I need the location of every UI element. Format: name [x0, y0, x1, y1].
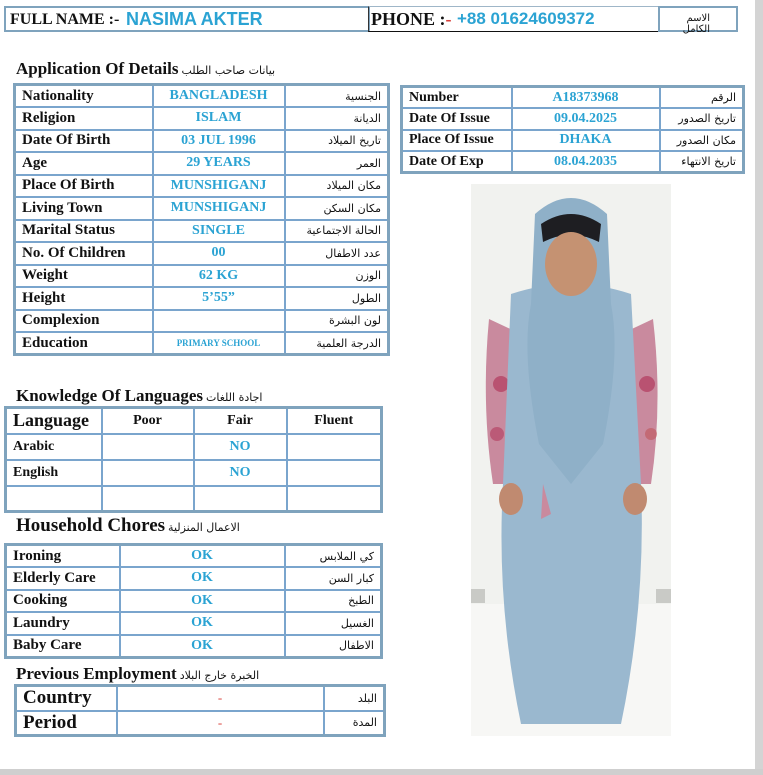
language-poor — [102, 434, 194, 460]
row-label-ar: الديانة — [285, 107, 389, 130]
table-row — [15, 287, 389, 310]
row-label-ar: تاريخ الصدور — [660, 108, 744, 130]
language-row — [6, 434, 382, 460]
languages-title-ar: اجادة اللغات — [206, 391, 263, 404]
row-value: PRIMARY SCHOOL — [153, 332, 285, 355]
row-label-ar: المدة — [324, 711, 385, 736]
row-label-ar: الطبخ — [285, 590, 382, 613]
page-frame-bottom — [0, 769, 763, 775]
full-name-ar-box — [658, 6, 738, 35]
row-value: MUNSHIGANJ — [153, 197, 285, 220]
row-value: OK — [120, 567, 285, 590]
row-label: Ironing — [6, 545, 120, 568]
row-value: BANGLADESH — [153, 85, 285, 108]
application-title-text: Application Of Details — [16, 59, 179, 78]
row-value: 00 — [153, 242, 285, 265]
row-value: - — [117, 686, 324, 711]
row-value: 29 YEARS — [153, 152, 285, 175]
row-label-ar: تاريخ الميلاد — [285, 130, 389, 153]
chores-title-text: Household Chores — [16, 515, 166, 536]
language-fair: NO — [194, 460, 287, 486]
table-row — [15, 242, 389, 265]
row-label-ar: كي الملابس — [285, 545, 382, 568]
row-label: Marital Status — [15, 220, 153, 243]
row-label-ar: الجنسية — [285, 85, 389, 108]
row-value: OK — [120, 590, 285, 613]
full-name-value: NASIMA AKTER — [126, 9, 263, 29]
row-label: Place Of Birth — [15, 175, 153, 198]
row-value: OK — [120, 612, 285, 635]
applicant-photo-icon — [471, 184, 671, 736]
column-header-language: Language — [6, 408, 102, 434]
application-title-ar: بيانات صاحب الطلب — [181, 64, 276, 77]
column-header-poor: Poor — [102, 408, 194, 434]
table-row — [15, 265, 389, 288]
phone-value: +88 01624609372 — [457, 9, 595, 28]
column-header-fluent: Fluent — [287, 408, 382, 434]
row-label: Country — [16, 686, 117, 711]
employment-title-text: Previous Employment — [16, 664, 177, 683]
table-row — [15, 310, 389, 333]
application-title — [16, 59, 275, 79]
table-row — [15, 85, 389, 108]
row-label: Nationality — [15, 85, 153, 108]
table-row — [15, 130, 389, 153]
table-row — [6, 545, 382, 568]
language-fluent — [287, 486, 382, 512]
row-label-ar: لون البشرة — [285, 310, 389, 333]
row-label: Complexion — [15, 310, 153, 333]
row-label: Age — [15, 152, 153, 175]
language-name: Arabic — [6, 434, 102, 460]
table-row — [6, 590, 382, 613]
row-value: DHAKA — [512, 130, 660, 152]
language-fluent — [287, 460, 382, 486]
full-name-box — [4, 6, 370, 32]
language-row — [6, 486, 382, 512]
languages-title-text: Knowledge Of Languages — [16, 386, 204, 405]
chores-title-ar: الاعمال المنزلية — [168, 521, 240, 534]
table-row — [6, 567, 382, 590]
row-label: Laundry — [6, 612, 120, 635]
row-label-ar: عدد الاطفال — [285, 242, 389, 265]
row-value: SINGLE — [153, 220, 285, 243]
table-row — [6, 612, 382, 635]
phone-box — [368, 6, 660, 32]
row-label-ar: مكان الميلاد — [285, 175, 389, 198]
table-row — [402, 108, 744, 130]
full-name-label-ar: الاسم الكامل — [682, 13, 710, 35]
row-label-ar: مكان الصدور — [660, 130, 744, 152]
column-header-fair: Fair — [194, 408, 287, 434]
row-label: Period — [16, 711, 117, 736]
row-label: Cooking — [6, 590, 120, 613]
language-row — [6, 460, 382, 486]
language-name — [6, 486, 102, 512]
language-fluent — [287, 434, 382, 460]
row-label-ar: العمر — [285, 152, 389, 175]
phone-separator: - — [445, 9, 452, 29]
row-label: Date Of Exp — [402, 151, 512, 173]
table-row — [402, 87, 744, 109]
row-label-ar: الغسيل — [285, 612, 382, 635]
row-label: Living Town — [15, 197, 153, 220]
row-label-ar: الطول — [285, 287, 389, 310]
row-label-ar: الرقم — [660, 87, 744, 109]
applicant-photo — [471, 184, 671, 736]
phone-label — [371, 9, 452, 30]
row-label: Date Of Birth — [15, 130, 153, 153]
row-label-ar: الدرجة العلمية — [285, 332, 389, 355]
table-row — [15, 107, 389, 130]
row-value: 62 KG — [153, 265, 285, 288]
row-value: - — [117, 711, 324, 736]
row-value: 09.04.2025 — [512, 108, 660, 130]
row-label: Education — [15, 332, 153, 355]
row-label: Elderly Care — [6, 567, 120, 590]
row-label-ar: الحالة الاجتماعية — [285, 220, 389, 243]
language-poor — [102, 460, 194, 486]
row-value: OK — [120, 635, 285, 658]
row-label-ar: الاطفال — [285, 635, 382, 658]
table-row — [15, 197, 389, 220]
phone-label-text: PHONE : — [371, 9, 446, 29]
employment-title — [16, 664, 259, 684]
language-fair: NO — [194, 434, 287, 460]
language-fair — [194, 486, 287, 512]
application-table — [13, 83, 390, 356]
passport-table — [400, 85, 745, 174]
row-label: Date Of Issue — [402, 108, 512, 130]
row-value: OK — [120, 545, 285, 568]
row-label: Place Of Issue — [402, 130, 512, 152]
table-row — [15, 220, 389, 243]
chores-title — [16, 515, 240, 537]
page-frame-right — [755, 0, 763, 775]
row-value — [153, 310, 285, 333]
table-row — [15, 332, 389, 355]
table-row — [6, 635, 382, 658]
row-label: No. Of Children — [15, 242, 153, 265]
table-row — [15, 175, 389, 198]
languages-header-row — [6, 408, 382, 434]
table-row — [16, 686, 385, 711]
row-label: Religion — [15, 107, 153, 130]
table-row — [402, 151, 744, 173]
languages-title — [16, 386, 262, 406]
language-name: English — [6, 460, 102, 486]
row-label: Baby Care — [6, 635, 120, 658]
languages-table — [4, 406, 383, 513]
table-row — [16, 711, 385, 736]
row-label-ar: كبار السن — [285, 567, 382, 590]
full-name-label: FULL NAME :- — [10, 11, 120, 28]
table-row — [402, 130, 744, 152]
row-label-ar: مكان السكن — [285, 197, 389, 220]
row-label-ar: البلد — [324, 686, 385, 711]
table-row — [15, 152, 389, 175]
row-value: ISLAM — [153, 107, 285, 130]
row-value: 5’55” — [153, 287, 285, 310]
row-label: Number — [402, 87, 512, 109]
row-value: MUNSHIGANJ — [153, 175, 285, 198]
row-value: A18373968 — [512, 87, 660, 109]
row-value: 08.04.2035 — [512, 151, 660, 173]
row-label: Height — [15, 287, 153, 310]
row-label-ar: تاريخ الانتهاء — [660, 151, 744, 173]
chores-table — [4, 543, 383, 659]
employment-table — [14, 684, 386, 737]
language-poor — [102, 486, 194, 512]
row-label: Weight — [15, 265, 153, 288]
row-value: 03 JUL 1996 — [153, 130, 285, 153]
row-label-ar: الوزن — [285, 265, 389, 288]
employment-title-ar: الخبرة خارج البلاد — [179, 669, 260, 682]
